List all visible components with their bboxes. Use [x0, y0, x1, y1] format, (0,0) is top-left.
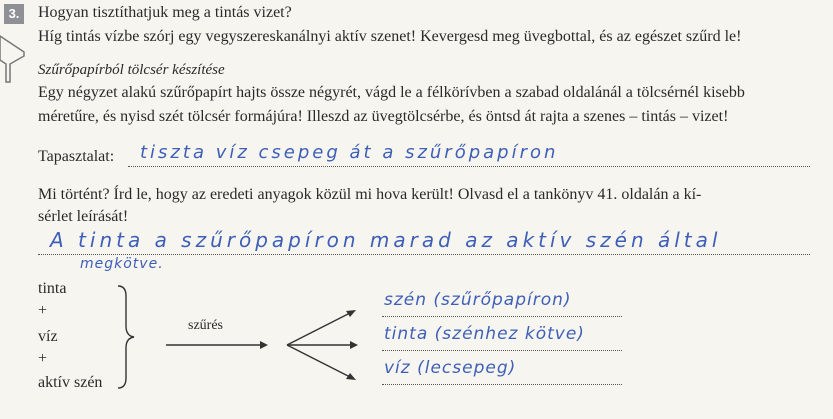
item-tinta: tinta: [38, 280, 67, 297]
observation-label: Tapasztalat:: [38, 148, 115, 165]
curly-brace: [118, 286, 134, 388]
subtitle: Szűrőpapírból tölcsér készítése: [38, 62, 225, 78]
answer-2-handwritten-line-1: A tinta a szűrőpapíron marad az aktív szén által: [50, 228, 722, 252]
item-viz: víz: [38, 328, 58, 345]
question-2-line-2: sérlet leírását!: [38, 208, 129, 225]
paragraph-line-2: méretűre, és nyisd szét tölcsér formájúra! Illeszd az üvegtölcsérbe, és öntsd át rajta a szenes – tintás – vizet!: [38, 108, 729, 125]
process-arrow-head: [260, 341, 268, 349]
paragraph-line-1: Egy négyzet alakú szűrőpapírt hajts össze négyrét, vágd le a félkörívben a szabad oldalánál a tölcsérnél kisebb: [38, 84, 745, 101]
answer-2-handwritten-line-2: megkötve.: [80, 256, 164, 272]
question-2-line-1: Mi történt? Írd le, hogy az eredeti anyagok közül mi hova került! Olvasd el a tankönyv 41. oldalán a kí-: [38, 186, 702, 203]
output-dotted-line-2: [382, 350, 622, 351]
instruction-text: Híg tintás vízbe szórj egy vegyszereskanálnyi aktív szenet! Kevergesd meg üvegbottal, és az egészet szűrd le!: [38, 28, 742, 45]
output-handwritten-3: víz (lecsepeg): [384, 358, 517, 378]
output-dotted-line-1: [382, 316, 622, 317]
branch-arrow-bottom: [287, 345, 352, 378]
output-handwritten-1: szén (szűrőpapíron): [384, 290, 572, 310]
process-label: szűrés: [188, 318, 223, 333]
item-plus-2: +: [38, 350, 48, 367]
output-dotted-line-3: [382, 384, 622, 385]
task-number-badge: 3.: [4, 4, 24, 24]
question-heading: Hogyan tisztíthatjuk meg a tintás vizet?: [38, 4, 292, 21]
item-aktiv-szen: aktív szén: [38, 374, 103, 391]
output-handwritten-2: tinta (szénhez kötve): [384, 324, 585, 344]
branch-arrow-top: [287, 312, 352, 345]
item-plus-1: +: [38, 302, 48, 319]
observation-handwritten-answer: tiszta víz csepeg át a szűrőpapíron: [140, 142, 559, 163]
